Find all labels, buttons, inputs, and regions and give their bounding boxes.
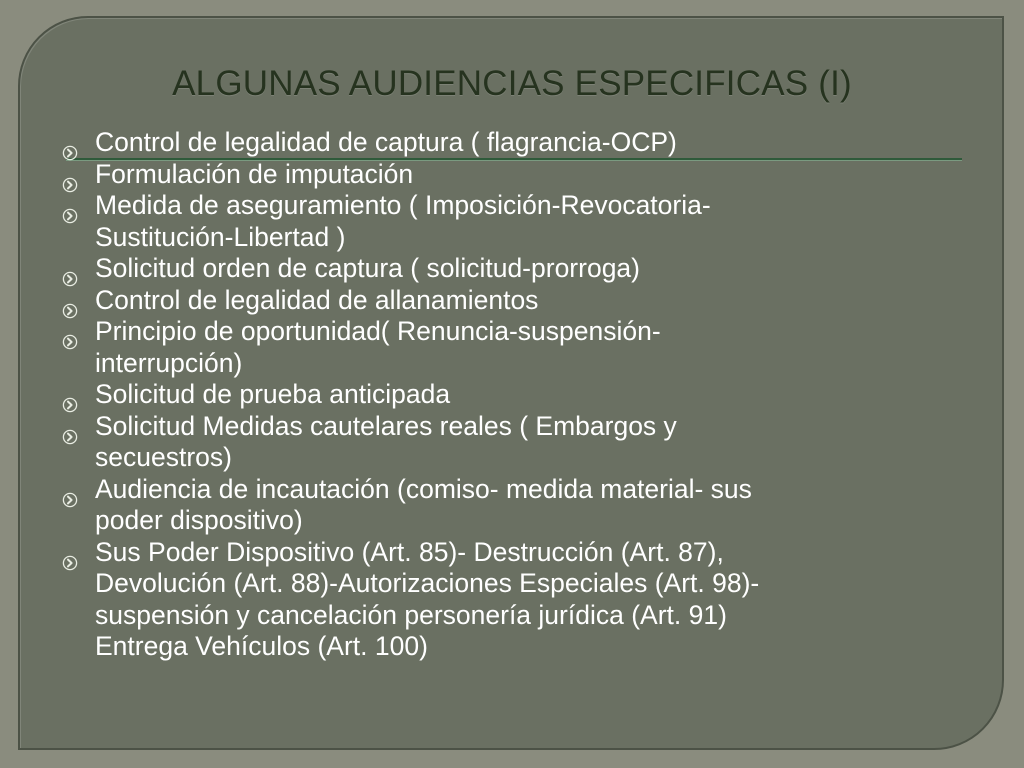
bullet-text-line: Control de legalidad de captura ( flagrancia-OCP) bbox=[95, 127, 677, 157]
slide-title: ALGUNAS AUDIENCIAS ESPECIFICAS (I) bbox=[172, 64, 852, 103]
bullet-item bbox=[62, 537, 962, 663]
bullet-item bbox=[62, 253, 962, 285]
circle-arrow-bullet-icon bbox=[62, 169, 78, 185]
bullet-text-line: Control de legalidad de allanamientos bbox=[95, 284, 539, 315]
bullet-text-line: poder dispositivo) bbox=[95, 505, 303, 535]
bullet-text-line: Devolución (Art. 88)-Autorizaciones Especiales (Art. 98)- bbox=[95, 568, 760, 598]
bullet-text-line: Principio de oportunidad( Renuncia-suspensión- bbox=[95, 316, 661, 346]
bullet-list bbox=[62, 127, 962, 663]
bullet-text-line: Solicitud Medidas cautelares reales ( Embargos y bbox=[95, 410, 677, 441]
circle-arrow-bullet-icon bbox=[62, 326, 78, 342]
bullet-text-line: Solicitud orden de captura ( solicitud-prorroga) bbox=[95, 253, 640, 283]
bullet-text-line: Sustitución-Libertad ) bbox=[95, 221, 346, 252]
circle-arrow-bullet-icon bbox=[62, 389, 78, 405]
bullet-text-line: Medida de aseguramiento ( Imposición-Revocatoria- bbox=[95, 190, 711, 220]
circle-arrow-bullet-icon bbox=[62, 421, 78, 437]
bullet-text-line: secuestros) bbox=[95, 442, 232, 472]
circle-arrow-bullet-icon bbox=[62, 484, 78, 500]
bullet-item bbox=[62, 316, 962, 379]
bullet-text-line: Entrega Vehículos (Art. 100) bbox=[95, 631, 428, 661]
bullet-item bbox=[62, 190, 962, 253]
bullet-text-line: Audiencia de incautación (comiso- medida material- sus bbox=[95, 473, 752, 504]
circle-arrow-bullet-icon bbox=[62, 200, 78, 216]
bullet-item bbox=[62, 127, 962, 159]
bullet-item bbox=[62, 474, 962, 537]
bullet-text-line: suspensión y cancelación personería jurídica (Art. 91) bbox=[95, 599, 727, 630]
bullet-item bbox=[62, 379, 962, 411]
circle-arrow-bullet-icon bbox=[62, 547, 78, 563]
bullet-text-line: Solicitud de prueba anticipada bbox=[95, 379, 451, 409]
bullet-item bbox=[62, 411, 962, 474]
bullet-text-line: Sus Poder Dispositivo (Art. 85)- Destrucción (Art. 87), bbox=[95, 536, 724, 567]
circle-arrow-bullet-icon bbox=[62, 137, 78, 153]
bullet-item bbox=[62, 285, 962, 317]
bullet-item bbox=[62, 159, 962, 191]
circle-arrow-bullet-icon bbox=[62, 263, 78, 279]
circle-arrow-bullet-icon bbox=[62, 295, 78, 311]
bullet-text-line: Formulación de imputación bbox=[95, 158, 414, 189]
bullet-text-line: interrupción) bbox=[95, 347, 243, 378]
